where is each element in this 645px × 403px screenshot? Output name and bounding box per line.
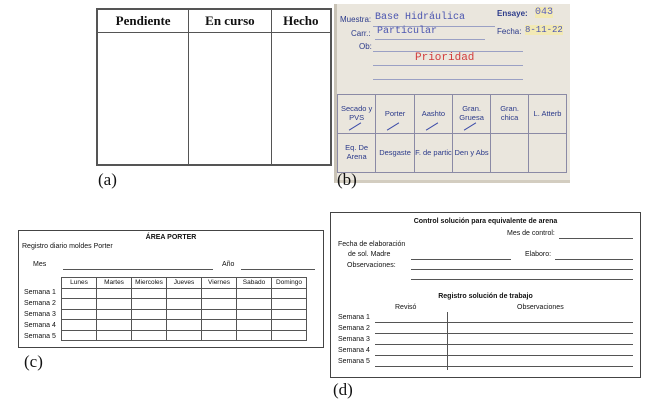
week-label: Semana 3 xyxy=(24,311,56,318)
test-empty-1 xyxy=(491,134,529,173)
week-row-line xyxy=(375,322,633,323)
test-aashto: Aashto xyxy=(414,95,452,134)
elaboro-label: Elaboro: xyxy=(525,251,552,258)
porter-subtitle: Registro diario moldes Porter xyxy=(22,243,113,250)
table-row xyxy=(62,320,307,331)
week-label: Semana 5 xyxy=(24,333,56,340)
observaciones-header: Observaciones xyxy=(517,304,564,311)
observaciones-label: Observaciones: xyxy=(347,262,396,269)
week-row-line xyxy=(375,355,633,356)
test-secado: Secado y PVS xyxy=(338,95,376,134)
sol-madre-label: de sol. Madre xyxy=(348,251,391,258)
day-header: Miercoles xyxy=(132,278,167,289)
table-row xyxy=(62,309,307,320)
priority-mark: Prioridad xyxy=(415,52,475,64)
test-porter: Porter xyxy=(376,95,415,134)
ob-label: Ob: xyxy=(359,42,372,51)
porter-form xyxy=(18,230,324,348)
fecha-field xyxy=(411,259,511,260)
week-label: Semana 1 xyxy=(338,314,370,321)
sample-card-photo xyxy=(334,4,570,183)
week-label: Semana 4 xyxy=(338,347,370,354)
ensaye-label: Ensaye: xyxy=(497,9,528,18)
table-row xyxy=(62,288,307,299)
day-header: Lunes xyxy=(62,278,97,289)
week-label: Semana 2 xyxy=(338,325,370,332)
fecha-label: Fecha: xyxy=(497,27,522,36)
week-row-line xyxy=(375,333,633,334)
mes-label: Mes xyxy=(33,261,47,268)
week-label: Semana 3 xyxy=(338,336,370,343)
kanban-table xyxy=(96,8,332,166)
arena-title: Control solución para equivalente de arena xyxy=(413,218,558,225)
column-divider xyxy=(447,312,448,370)
observaciones-field-2 xyxy=(411,279,633,280)
ano-label: Año xyxy=(222,261,235,268)
fecha-value: 8-11-22 xyxy=(525,25,563,35)
ob-line-2 xyxy=(373,65,523,66)
week-label: Semana 4 xyxy=(24,322,56,329)
porter-week-table xyxy=(61,277,307,341)
arena-control-form xyxy=(330,212,641,378)
column-header-en-curso: En curso xyxy=(189,10,271,33)
column-header-pendiente: Pendiente xyxy=(98,10,189,33)
test-eq-arena: Eq. De Arena xyxy=(338,134,376,173)
test-atterb: L. Atterb xyxy=(529,95,567,134)
test-gran-gruesa: Gran. Gruesa xyxy=(452,95,490,134)
reviso-header: Revisó xyxy=(395,304,417,311)
table-row xyxy=(62,299,307,310)
test-f-partic: F. de partic xyxy=(414,134,452,173)
day-header: Sabado xyxy=(237,278,272,289)
week-row-line xyxy=(375,344,633,345)
test-gran-chica: Gran. chica xyxy=(491,95,529,134)
test-desgaste: Desgaste xyxy=(376,134,415,173)
column-cell-hecho xyxy=(271,33,330,165)
muestra-label: Muestra: xyxy=(340,15,372,24)
week-label: Semana 1 xyxy=(24,289,56,296)
porter-title: ÁREA PORTER xyxy=(145,234,197,241)
ensaye-value: 043 xyxy=(535,7,554,18)
caption-a: (a) xyxy=(98,170,117,189)
fecha-elaboracion-label: Fecha de elaboración xyxy=(338,241,406,248)
column-cell-pendiente xyxy=(98,33,189,165)
day-header: Martes xyxy=(97,278,132,289)
ano-field xyxy=(241,269,315,270)
mes-control-field xyxy=(559,238,633,239)
week-row-line xyxy=(375,366,633,367)
column-cell-en-curso xyxy=(189,33,271,165)
caption-c: (c) xyxy=(24,352,43,371)
week-label: Semana 2 xyxy=(24,300,56,307)
ob-line-3 xyxy=(373,79,523,80)
carr-value: Particular xyxy=(377,26,438,37)
test-empty-2 xyxy=(529,134,567,173)
mes-control-label: Mes de control: xyxy=(507,230,555,237)
observaciones-field xyxy=(411,269,633,270)
day-header: Domingo xyxy=(272,278,307,289)
muestra-value: Base Hidráulica xyxy=(375,12,466,23)
carr-label: Carr.: xyxy=(351,29,371,38)
caption-d: (d) xyxy=(333,380,353,399)
column-header-hecho: Hecho xyxy=(271,10,330,33)
week-label: Semana 5 xyxy=(338,358,370,365)
test-den-abs: Den y Abs xyxy=(452,134,490,173)
day-header: Viernes xyxy=(202,278,237,289)
table-row xyxy=(62,330,307,341)
mes-field xyxy=(63,269,213,270)
registro-subtitle: Registro solución de trabajo xyxy=(438,293,533,300)
caption-b: (b) xyxy=(337,170,357,189)
elaboro-field xyxy=(555,259,633,260)
carr-line xyxy=(375,39,485,40)
tests-grid xyxy=(337,94,567,173)
day-header: Jueves xyxy=(167,278,202,289)
